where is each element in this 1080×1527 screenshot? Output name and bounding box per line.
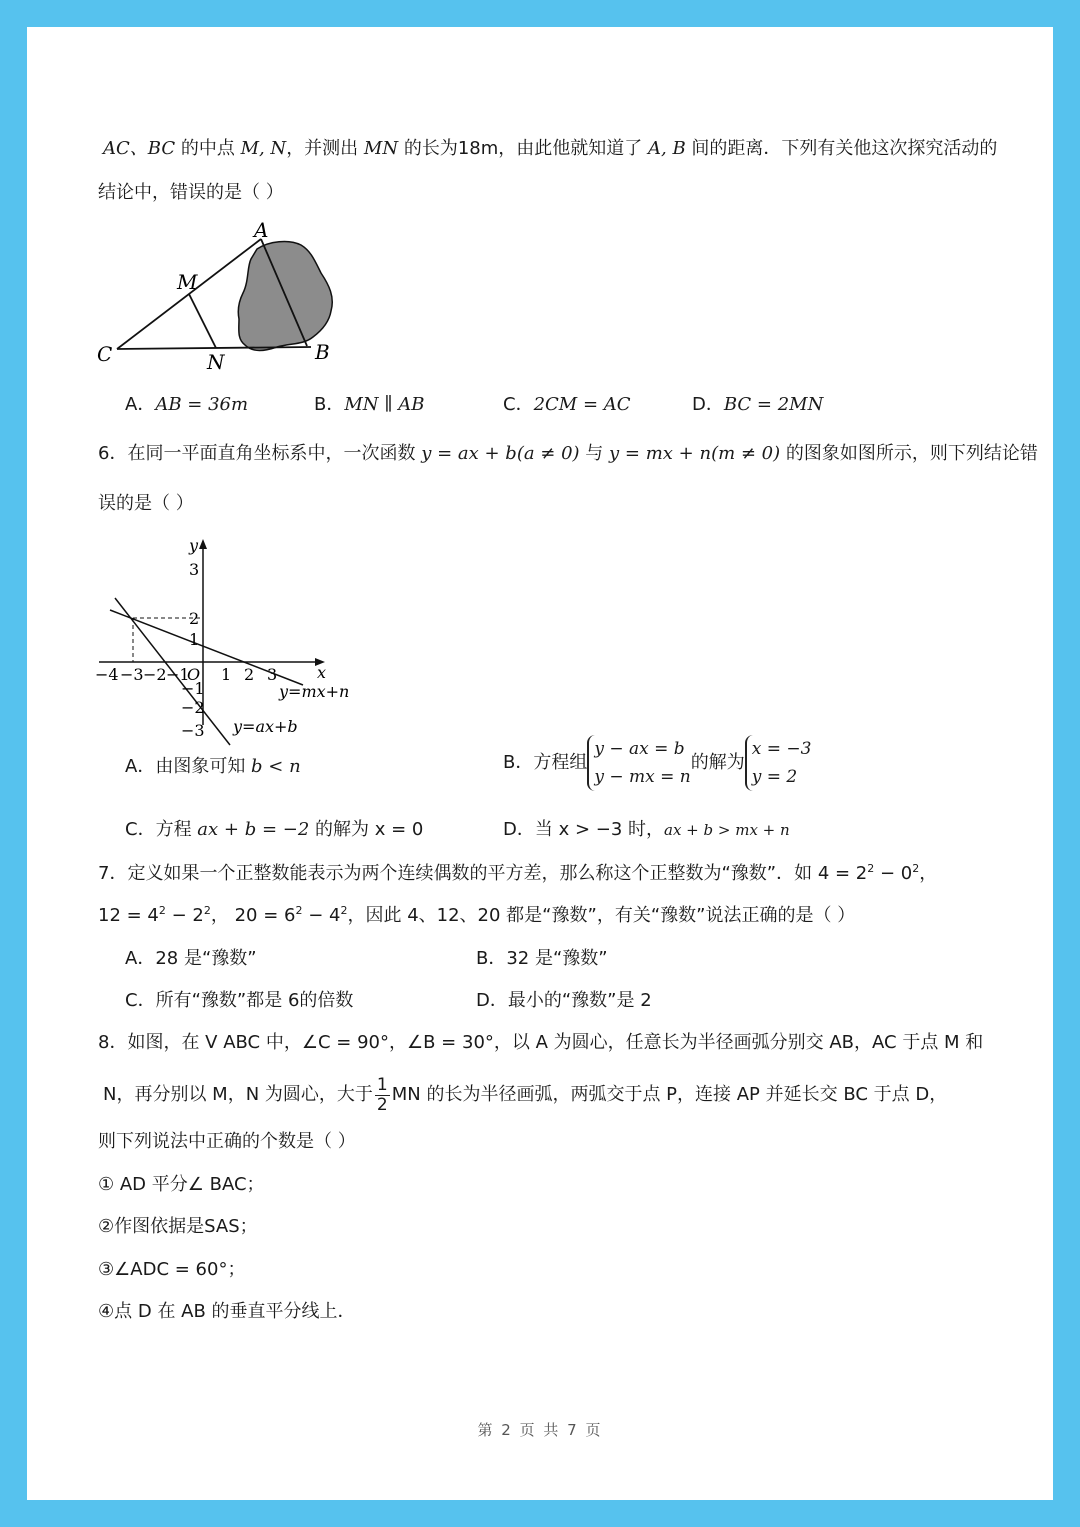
q7-line2-c: ， 20 = 6: [210, 905, 296, 926]
sup: 2: [912, 862, 920, 875]
exam-page: [27, 27, 1053, 1500]
y-tick-neg1: −1: [181, 679, 205, 698]
q7-line1: [98, 862, 937, 886]
q8-line1: 8．如图，在 V ABC 中，∠C = 90°，∠B = 30°，以 A 为圆心，任意长为半径画弧分别交 AB，AC 于点 M 和: [98, 1032, 984, 1053]
label-C: C: [97, 342, 113, 366]
q6-func-2: y = mx + n(m ≠ 0): [609, 443, 781, 464]
sup: 2: [158, 904, 166, 917]
y-tick-3: 3: [189, 560, 200, 579]
q5-text-c: M, N: [240, 138, 287, 159]
q5-text-g: A, B: [648, 138, 686, 159]
q5-figure: [89, 219, 369, 379]
q5-option-b-expr: MN ∥ AB: [344, 394, 425, 415]
q6-text-a: 6．在同一平面直角坐标系中，一次函数: [98, 443, 422, 464]
x-tick-neg3: −3: [120, 665, 144, 684]
q5-option-a-expr: AB = 36m: [155, 394, 249, 415]
sup: 2: [340, 904, 348, 917]
q7-line2: [98, 904, 855, 928]
q5-option-c-expr: 2CM = AC: [533, 394, 631, 415]
x-axis-label: x: [317, 663, 327, 682]
q6-option-a-expr: b < n: [251, 756, 301, 777]
q6-option-b-system: [587, 735, 690, 791]
q5-option-b[interactable]: [314, 393, 425, 417]
q6-option-d[interactable]: [503, 818, 790, 842]
q6-option-b-solution: [745, 735, 812, 791]
q8-line2-b: MN 的长为半径画弧，两弧交于点 P，连接 AP 并延长交 BC 于点 D，: [391, 1084, 948, 1105]
q5-option-d[interactable]: [692, 393, 823, 417]
q6-option-d-expr: ax + b > mx + n: [664, 821, 790, 839]
q5-option-b-prefix: B．: [314, 394, 345, 415]
sup: 2: [295, 904, 303, 917]
system-eq-1: y − ax = b: [594, 739, 685, 759]
line-ax-b-label: y=ax+b: [233, 717, 298, 736]
q6-line2: 误的是（ ）: [98, 493, 194, 514]
q8-item-4: ④点 D 在 AB 的垂直平分线上．: [98, 1301, 356, 1322]
q7-line2-a: 12 = 4: [98, 905, 159, 926]
q8-item-1: ① AD 平分∠ BAC；: [98, 1174, 265, 1195]
q7-line2-e: ，因此 4、12、20 都是“豫数”，有关“豫数”说法正确的是（ ）: [347, 905, 856, 926]
q8-item-2: ②作图依据是SAS；: [98, 1216, 258, 1237]
q6-option-c[interactable]: [125, 818, 423, 842]
q5-option-a[interactable]: [125, 393, 248, 417]
q6-option-b-prefix: B．方程组: [503, 752, 588, 773]
q6-func-1: y = ax + b(a ≠ 0): [421, 443, 580, 464]
system-eq-2: y − mx = n: [594, 767, 691, 787]
q7-line1-tail: − 0: [874, 863, 913, 884]
q5-option-c-prefix: C．: [503, 394, 534, 415]
x-tick-3: 3: [267, 665, 278, 684]
label-M: M: [177, 270, 198, 294]
q6-graph: [93, 535, 363, 740]
q5-text-f: 的长为18m，由此他就知道了: [398, 138, 648, 159]
y-tick-2: 2: [189, 609, 200, 628]
q5-text-e: MN: [363, 138, 399, 159]
fraction-denominator: 2: [376, 1094, 388, 1115]
x-tick-neg4: −4: [95, 665, 119, 684]
q6-option-c-prefix: C．方程: [125, 819, 198, 840]
q5-text-h: 间的距离．下列有关他这次探究活动的: [685, 138, 998, 159]
q7-option-b[interactable]: B．32 是“豫数”: [476, 948, 608, 969]
x-tick-neg1: −1: [166, 665, 190, 684]
q5-option-a-prefix: A．: [125, 394, 156, 415]
q7-option-d[interactable]: D．最小的“豫数”是 2: [476, 990, 652, 1011]
q7-option-c[interactable]: C．所有“豫数”都是 6的倍数: [125, 990, 354, 1011]
q6-option-b[interactable]: [503, 735, 811, 791]
sup: 2: [203, 904, 211, 917]
y-tick-1: 1: [189, 630, 200, 649]
q5-option-c[interactable]: [503, 393, 631, 417]
q5-text-a: AC、BC: [103, 138, 176, 159]
q8-line2: [103, 1073, 947, 1117]
solution-x: x = −3: [751, 739, 812, 759]
q6-option-c-expr: ax + b = −2: [197, 819, 310, 840]
x-tick-1: 1: [221, 665, 232, 684]
sup: 2: [867, 862, 875, 875]
q6-option-b-mid: 的解为: [690, 752, 745, 773]
q5-text-b: 的中点: [175, 138, 241, 159]
q6-line1: [98, 442, 1038, 466]
solution-y: y = 2: [751, 767, 798, 787]
q5-text-d: ，并测出: [286, 138, 364, 159]
q8-item-3: ③∠ADC = 60°；: [98, 1259, 246, 1280]
q6-option-c-suffix: 的解为 x = 0: [309, 819, 424, 840]
q6-option-a-prefix: A．由图象可知: [125, 756, 252, 777]
q7-line1-text: 7．定义如果一个正整数能表示为两个连续偶数的平方差，那么称这个正整数为“豫数”．如 4 = 2: [98, 863, 868, 884]
q7-line1-end: ，: [919, 863, 938, 884]
q6-option-d-prefix: D．当 x > −3 时，: [503, 819, 665, 840]
x-tick-2: 2: [244, 665, 255, 684]
x-tick-neg2: −2: [143, 665, 167, 684]
q8-line3: 则下列说法中正确的个数是（ ）: [98, 1131, 356, 1152]
q6-option-a[interactable]: [125, 755, 301, 779]
fraction-numerator: 1: [376, 1074, 388, 1095]
q7-option-a[interactable]: A．28 是“豫数”: [125, 948, 257, 969]
page-footer: 第 2 页 共 7 页: [477, 1421, 603, 1439]
label-B: B: [315, 340, 330, 364]
q5-option-d-expr: BC = 2MN: [723, 394, 824, 415]
q8-line2-a: N，再分别以 M，N 为圆心，大于: [103, 1084, 373, 1105]
line-mx-n-label: y=mx+n: [279, 682, 350, 701]
y-axis-label: y: [189, 536, 199, 555]
q7-line2-b: − 2: [165, 905, 204, 926]
label-N: N: [207, 350, 225, 374]
q5-line1: [103, 137, 997, 161]
q5-line2: 结论中，错误的是（ ）: [98, 182, 284, 203]
y-tick-neg3: −3: [181, 721, 205, 740]
fraction-half: [375, 1076, 390, 1115]
q7-line2-d: − 4: [302, 905, 341, 926]
y-tick-neg2: −2: [181, 698, 205, 717]
q6-text-e: 的图象如图所示，则下列结论错: [780, 443, 1038, 464]
q5-option-d-prefix: D．: [692, 394, 724, 415]
q6-text-c: 与: [579, 443, 610, 464]
label-A: A: [254, 218, 269, 242]
origin-label: O: [187, 665, 201, 684]
